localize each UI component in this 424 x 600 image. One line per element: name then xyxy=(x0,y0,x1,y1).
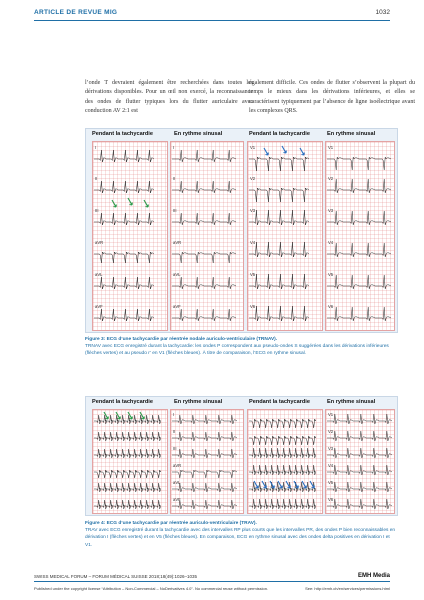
fig4-caption-text: TRAV avec ECG enregistré durant la tachycardie avec des intervalles RP plus courts que les intervalles PR, des ondes P bien reconnaissables en dérivation I (flèches vertes) et en V5 (flèches bleues). En comparaison, ECG en rythme sinusal avec des ondes delta positives en dérivation I et V1. xyxy=(85,528,396,548)
ecg-trace xyxy=(94,181,154,193)
fig3-lead-label: aVF xyxy=(95,304,103,309)
ecg-trace xyxy=(327,211,391,225)
fig3-lead-label: II xyxy=(95,176,98,181)
fig3-heading-1: Pendant la tachycardie xyxy=(92,131,153,137)
fig3-lead-label: V5 xyxy=(328,272,334,277)
fig3-lead-label: III xyxy=(95,208,99,213)
ecg-trace xyxy=(327,275,391,289)
fig3-lead-label: III xyxy=(173,208,177,213)
fig4-lead-label: V4 xyxy=(328,463,334,468)
ecg-trace xyxy=(249,242,309,257)
ecg-trace xyxy=(327,179,391,193)
figure-3-caption xyxy=(85,336,396,358)
ecg-trace xyxy=(327,414,392,424)
ecg-trace xyxy=(327,157,391,170)
fig4-lead-label: V1 xyxy=(328,412,334,417)
fig3-lead-label: V1 xyxy=(250,145,256,150)
ecg-trace xyxy=(172,432,237,441)
ecg-trace xyxy=(172,415,237,424)
footer-journal: SWISS MEDICAL FORUM – FORUM MÉDICAL SUISSE 2018;18(49):1026–1035 xyxy=(34,574,197,579)
ecg-trace xyxy=(172,181,236,193)
ecg-trace xyxy=(172,213,236,225)
ecg-trace xyxy=(172,449,237,458)
fig4-heading-2: En rythme sinusal xyxy=(174,399,223,405)
fig4-lead-label: aVR xyxy=(173,463,182,468)
fig3-caption-title: Figure 3: ECG d’une tachycardie par réentrée nodale auriculo-ventriculaire (TRNAV). xyxy=(85,337,278,342)
fig3-lead-label: V2 xyxy=(328,176,334,181)
fig3-lead-label: I xyxy=(173,145,175,150)
ecg-trace xyxy=(172,500,237,509)
ecg-trace xyxy=(172,483,237,492)
ecg-trace xyxy=(94,483,161,492)
fig3-lead-label: V2 xyxy=(250,176,256,181)
footer-license: Published under the copyright license “Attribution – Non-Commercial – NoDerivatives 4.0”. No commercial reuse without permission. xyxy=(34,586,269,591)
ecg-trace xyxy=(327,465,392,475)
ecg-trace xyxy=(172,470,237,478)
ecg-trace xyxy=(249,499,316,509)
ecg-trace xyxy=(94,470,161,478)
fig3-caption-text: TRNAV avec ECG enregistré durant la tachycardie: les ondes P correspondent aux pseudo-ondes S suggérées dans les dérivations inférieures (flèches vertes) et au pseudo r’ en V1 (flèches bleues). À titre de comparaison, l’ECG en rythme sinusal. xyxy=(85,344,389,357)
ecg-trace xyxy=(249,306,309,321)
fig3-lead-label: V6 xyxy=(250,304,256,309)
blue-arrow xyxy=(300,148,304,155)
fig3-lead-label: V4 xyxy=(328,240,334,245)
footer-rule xyxy=(34,581,390,582)
footer-permissions-link[interactable]: See: http://emh.ch/en/services/permissions.html xyxy=(305,586,390,591)
page-header xyxy=(0,0,424,22)
ecg-trace xyxy=(94,309,154,321)
ecg-trace xyxy=(249,157,309,171)
blue-arrow xyxy=(264,148,268,155)
fig3-lead-label: I xyxy=(95,145,97,150)
ecg-trace xyxy=(94,213,154,225)
fig4-lead-label: V5 xyxy=(328,480,334,485)
body-column-left xyxy=(85,79,253,116)
ecg-trace xyxy=(249,419,316,428)
fig3-lead-label: V1 xyxy=(328,145,334,150)
body-column-right xyxy=(249,79,415,116)
ecg-trace xyxy=(327,307,391,321)
ecg-trace xyxy=(249,448,316,458)
fig3-lead-label: aVL xyxy=(95,272,103,277)
ecg-trace xyxy=(172,309,236,321)
ecg-trace xyxy=(94,415,161,424)
ecg-trace xyxy=(94,252,154,263)
fig4-lead-label: II xyxy=(173,429,176,434)
header-rule xyxy=(34,20,390,21)
blue-arrow xyxy=(278,481,282,488)
figure-4 xyxy=(85,396,398,516)
ecg-trace xyxy=(172,277,236,289)
figure-3 xyxy=(85,128,398,333)
fig4-lead-label: V3 xyxy=(328,446,334,451)
fig4-lead-label: I xyxy=(173,412,175,417)
fig4-lead-label: V6 xyxy=(328,497,334,502)
ecg-trace xyxy=(94,150,154,162)
fig3-lead-label: V5 xyxy=(250,272,256,277)
fig4-ecg-traces xyxy=(86,397,397,515)
fig3-lead-label: aVL xyxy=(173,272,181,277)
paragraph-right: également difficile. Ces ondes de flutter s’observent la plupart du temps le mieux dans les dérivations inférieures, et elles se caractérisent typiquement par l’absence de ligne isoélectrique avant les complexes QRS. xyxy=(249,80,415,114)
fig4-lead-label: V2 xyxy=(328,429,334,434)
blue-arrow xyxy=(254,481,258,488)
fig3-heading-3: Pendant la tachycardie xyxy=(249,131,310,137)
paragraph-left: l’onde T devraient également être recherchées dans toutes les dérivations disponibles. Pour un œil non exercé, la reconnaissance des ondes de flutter typiques lors du flutter auriculaire avec conduction AV 2:1 est xyxy=(85,80,253,114)
ecg-trace xyxy=(327,431,392,441)
green-arrow xyxy=(128,198,132,205)
ecg-trace xyxy=(249,465,316,475)
ecg-trace xyxy=(249,188,309,202)
ecg-trace xyxy=(327,448,392,458)
ecg-trace xyxy=(327,243,391,257)
blue-arrow xyxy=(302,481,306,488)
ecg-trace xyxy=(249,274,309,289)
ecg-trace xyxy=(94,277,154,289)
footer-logo: EMH Media xyxy=(357,573,390,579)
ecg-trace xyxy=(327,482,392,492)
blue-arrow xyxy=(282,146,286,153)
fig3-lead-label: V4 xyxy=(250,240,256,245)
ecg-trace xyxy=(172,150,236,162)
fig3-lead-label: V6 xyxy=(328,304,334,309)
ecg-trace xyxy=(249,210,309,225)
fig3-lead-label: V3 xyxy=(250,208,256,213)
fig4-lead-label: aVL xyxy=(173,480,181,485)
figure-4-caption xyxy=(85,520,396,549)
ecg-trace xyxy=(327,499,392,509)
ecg-trace xyxy=(94,432,161,441)
fig4-caption-title: Figure 4: ECG d’une tachycardie par réentrée auriculo-ventriculaire (TRAV). xyxy=(85,521,257,526)
fig4-lead-label: aVF xyxy=(173,497,181,502)
green-arrow xyxy=(144,200,148,207)
ecg-trace xyxy=(172,252,236,263)
fig3-heading-2: En rythme sinusal xyxy=(174,131,223,137)
ecg-trace xyxy=(94,500,161,509)
fig3-heading-4: En rythme sinusal xyxy=(327,131,376,137)
page-number: 1032 xyxy=(375,9,390,16)
ecg-trace xyxy=(94,449,161,458)
fig3-lead-label: aVF xyxy=(173,304,181,309)
fig4-heading-4: En rythme sinusal xyxy=(327,399,376,405)
fig3-lead-label: V3 xyxy=(328,208,334,213)
section-title: ARTICLE DE REVUE MIG xyxy=(34,9,118,16)
ecg-trace xyxy=(249,436,316,445)
fig3-lead-label: aVR xyxy=(95,240,104,245)
fig4-heading-1: Pendant la tachycardie xyxy=(92,399,153,405)
fig3-lead-label: aVR xyxy=(173,240,182,245)
fig4-heading-3: Pendant la tachycardie xyxy=(249,399,310,405)
fig3-lead-label: II xyxy=(173,176,176,181)
fig4-lead-label: III xyxy=(173,446,177,451)
fig3-ecg-traces xyxy=(86,129,397,332)
green-arrow xyxy=(112,200,116,207)
